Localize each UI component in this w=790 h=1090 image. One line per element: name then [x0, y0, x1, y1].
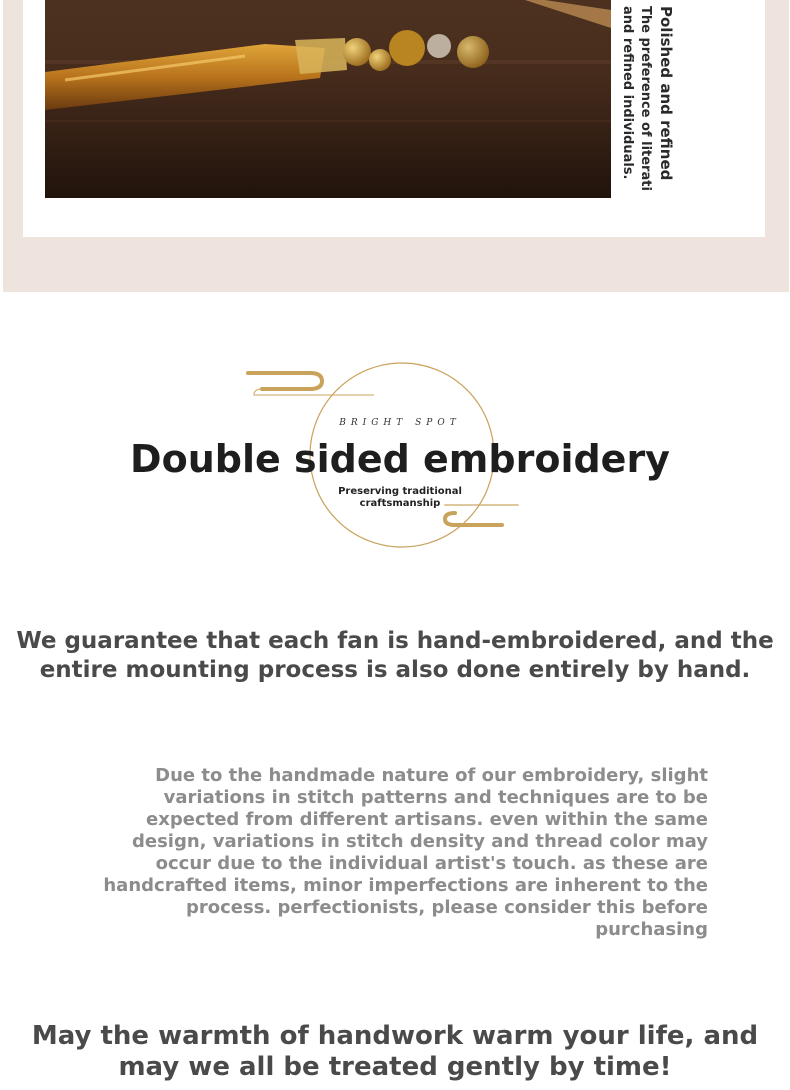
handmade-notice: Due to the handmade nature of our embroidery, slight variations in stitch patterns and techniques are to be expected from different artisans. even within the same design, variations in stitch density and thread color may occur due to the individual artist's touch. as these are handcrafted items, minor imperfections are inherent to the process. perfectionists, please consider this before purchasing: [103, 765, 708, 940]
bright-spot-label: BRIGHT SPOT: [339, 418, 461, 428]
tagline-line-2: The preference of literati: [638, 6, 653, 191]
guarantee-statement: We guarantee that each fan is hand-embroidered, and the entire mounting process is also done entirely by hand.: [16, 628, 774, 683]
section-subtitle: Preserving traditional craftsmanship: [338, 486, 462, 509]
product-photo: [45, 0, 611, 198]
section-title: Double sided embroidery: [130, 437, 670, 481]
tagline-line-1: Polished and refined: [657, 6, 675, 181]
feature-badge: [0, 355, 790, 555]
tagline-line-3: and refined individuals.: [620, 6, 635, 180]
closing-message: May the warmth of handwork warm your life, and may we all be treated gently by time!: [31, 1021, 759, 1082]
